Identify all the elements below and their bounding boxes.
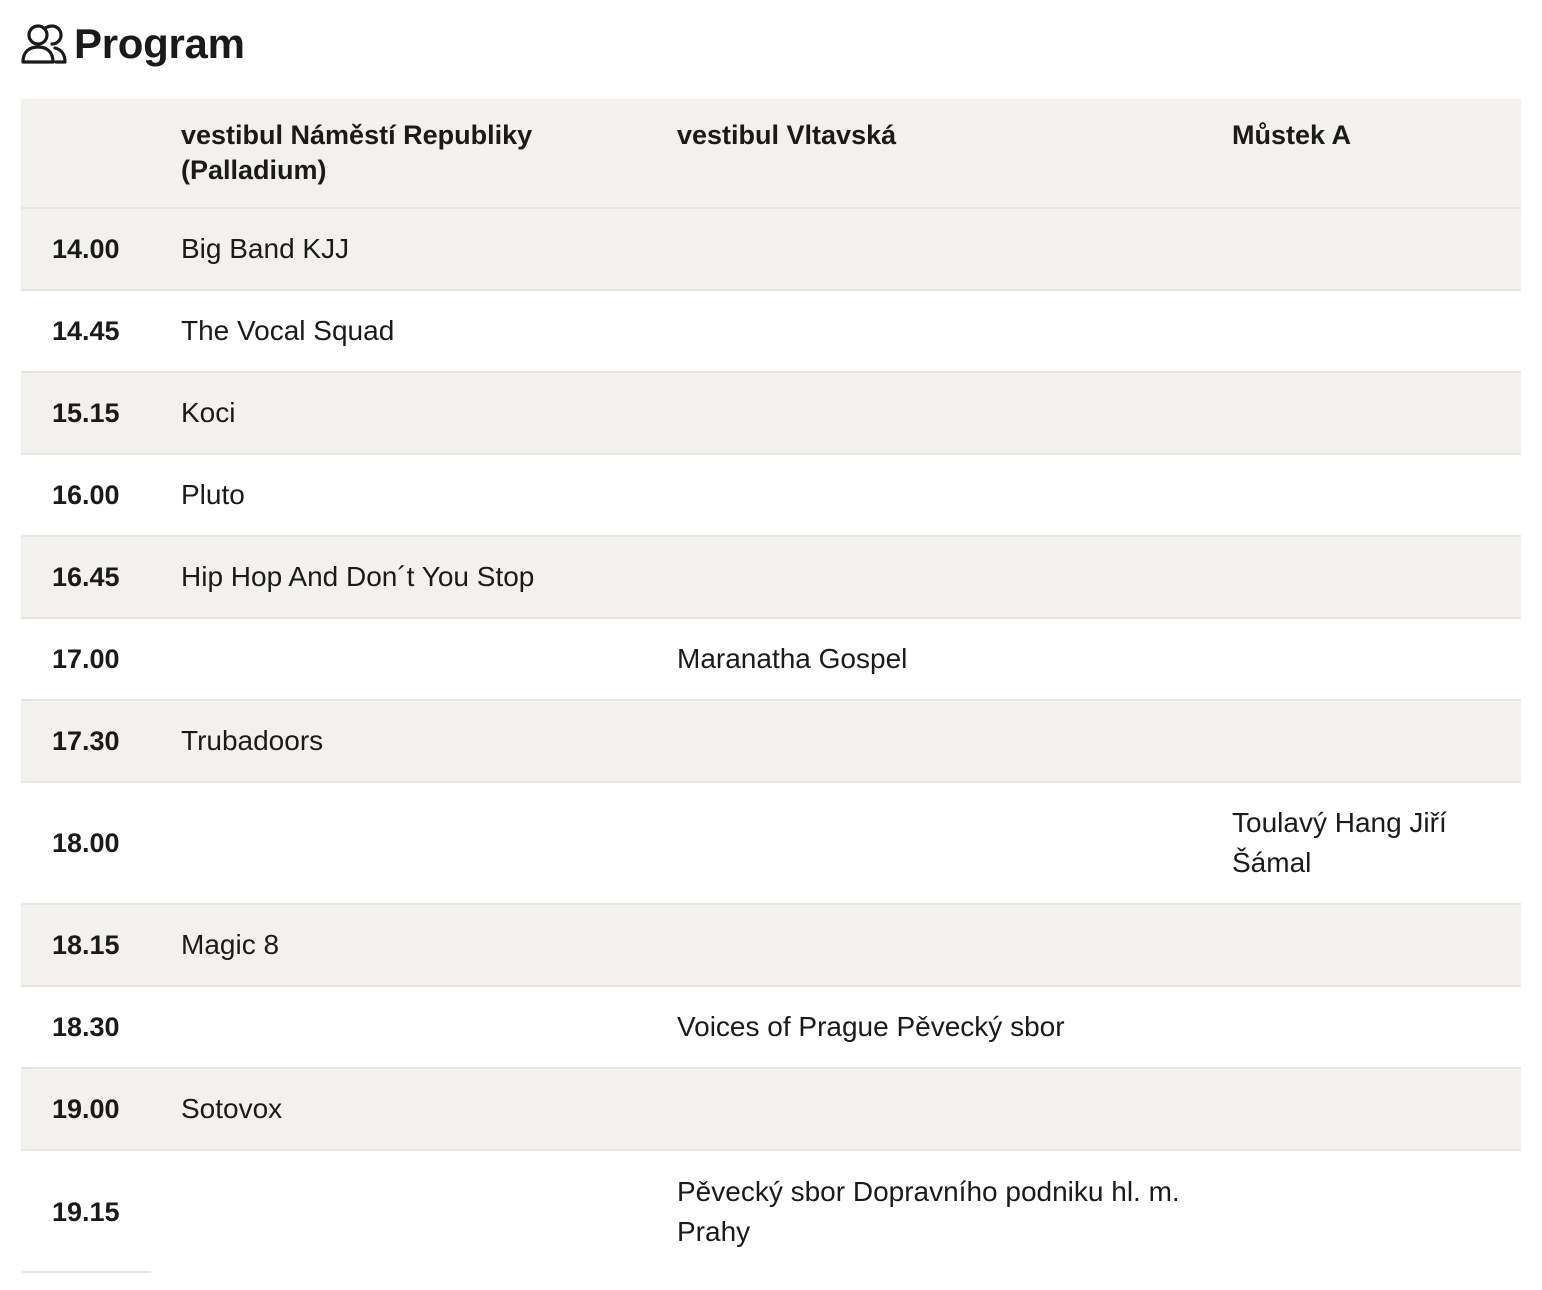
table-row [21, 904, 1521, 986]
performer-cell [677, 700, 1232, 782]
performer-cell [181, 618, 677, 700]
performer-cell [181, 1150, 677, 1272]
performer-cell: Voices of Prague Pěvecký sbor [677, 986, 1232, 1068]
time-cell: 18.00 [21, 782, 181, 904]
performer-cell [677, 208, 1232, 290]
table-row [21, 290, 1521, 372]
performer-cell: Hip Hop And Don´t You Stop [181, 536, 677, 618]
time-cell: 18.15 [21, 904, 181, 986]
table-row [21, 208, 1521, 290]
performer-cell [181, 986, 677, 1068]
table-row [21, 372, 1521, 454]
time-cell: 15.15 [21, 372, 181, 454]
performer-cell: Koci [181, 372, 677, 454]
performer-cell [677, 454, 1232, 536]
performer-cell [677, 904, 1232, 986]
column-header-time [21, 99, 181, 208]
performer-cell [677, 782, 1232, 904]
performer-cell [677, 290, 1232, 372]
performer-cell [1232, 372, 1521, 454]
time-cell: 18.30 [21, 986, 181, 1068]
time-cell: 16.45 [21, 536, 181, 618]
performer-cell: Magic 8 [181, 904, 677, 986]
table-header-row [21, 99, 1521, 208]
performer-cell [677, 1068, 1232, 1150]
column-header-venue-namesti-republiky: vestibul Náměstí Republiky (Palladium) [181, 99, 677, 208]
table-row [21, 986, 1521, 1068]
table-row [21, 1068, 1521, 1150]
time-cell: 19.00 [21, 1068, 181, 1150]
table-row [21, 700, 1521, 782]
performer-cell: Trubadoors [181, 700, 677, 782]
users-icon [20, 22, 68, 66]
time-cell: 17.00 [21, 618, 181, 700]
time-cell: 17.30 [21, 700, 181, 782]
performer-cell: Maranatha Gospel [677, 618, 1232, 700]
performer-cell: Big Band KJJ [181, 208, 677, 290]
table-row [21, 782, 1521, 904]
performer-cell [1232, 618, 1521, 700]
performer-cell: The Vocal Squad [181, 290, 677, 372]
table-row [21, 1150, 1521, 1272]
performer-cell [1232, 208, 1521, 290]
performer-cell [181, 782, 677, 904]
performer-cell [1232, 986, 1521, 1068]
column-header-venue-mustek-a: Můstek A [1232, 99, 1521, 208]
page-title-row [20, 18, 245, 70]
performer-cell [1232, 700, 1521, 782]
time-cell: 16.00 [21, 454, 181, 536]
column-header-venue-vltavska: vestibul Vltavská [677, 99, 1232, 208]
table-row [21, 618, 1521, 700]
page-title: Program [74, 20, 245, 67]
time-cell: 19.15 [52, 1196, 120, 1227]
performer-cell [1232, 1068, 1521, 1150]
performer-cell [1232, 454, 1521, 536]
performer-cell [1232, 290, 1521, 372]
performer-cell [1232, 536, 1521, 618]
performer-cell [677, 372, 1232, 454]
performer-cell [1232, 1150, 1521, 1272]
table-row [21, 536, 1521, 618]
performer-cell: Pluto [181, 454, 677, 536]
time-cell: 14.45 [21, 290, 181, 372]
table-bottom-divider [21, 1271, 151, 1273]
program-table [21, 99, 1521, 1272]
performer-cell [1232, 904, 1521, 986]
performer-cell: Pěvecký sbor Dopravního podniku hl. m. Prahy [677, 1175, 1180, 1247]
time-cell: 14.00 [21, 208, 181, 290]
performer-cell: Toulavý Hang Jiří Šámal [1232, 782, 1521, 904]
performer-cell [677, 536, 1232, 618]
table-row [21, 454, 1521, 536]
performer-cell: Sotovox [181, 1068, 677, 1150]
